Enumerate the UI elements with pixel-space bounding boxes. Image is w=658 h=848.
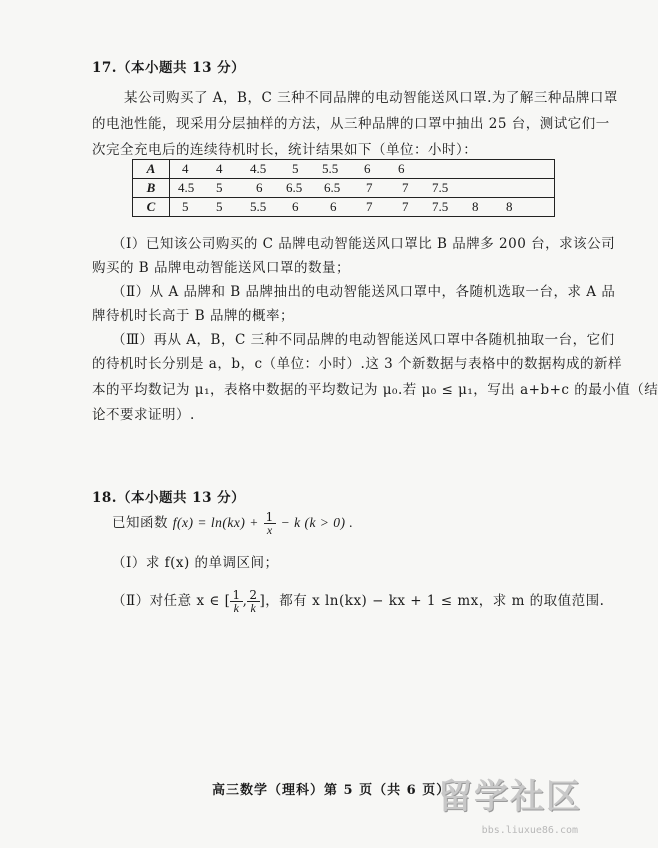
fraction-numerator: 2 [249,588,258,602]
fraction-denominator: x [266,523,273,537]
fraction-numerator: 1 [265,510,274,524]
table-cell: 6 [256,180,263,195]
table-cell: 7.5 [432,199,449,214]
row-values [170,179,555,198]
table-cell: 5.5 [322,161,339,176]
table-cell: 5 [292,161,299,176]
q17-part2-line-2: 牌待机时长高于 B 品牌的概率； [92,308,295,324]
q17-part3-line-2: 的待机时长分别是 a，b，c（单位：小时）.这 3 个新数据与表格中的数据构成的新样 [92,356,623,372]
q18-function-definition [112,511,353,536]
table-cell: 8 [506,199,513,214]
table-cell: 8 [472,199,479,214]
q17-part1-line-1: （Ⅰ）已知该公司购买的 C 品牌电动智能送风口罩比 B 品牌多 200 台，求该公司 [112,236,616,252]
row-label: C [133,198,170,217]
function-rhs: − k (k > 0) . [280,515,354,530]
table-cell: 5 [216,199,223,214]
table-cell: 5.5 [250,199,267,214]
q17-part1-line-2: 购买的 B 品牌电动智能送风口罩的数量； [92,260,351,276]
q18-given-prefix: 已知函数 [112,515,168,531]
q18-part2-prefix: （Ⅱ）对任意 x ∈ [ [112,593,231,609]
table-row-b [133,179,555,198]
interval-lower-fraction [230,589,242,614]
table-cell: 4 [182,161,189,176]
row-label: B [133,179,170,198]
battery-data-table [132,159,555,217]
table-cell: 5 [182,199,189,214]
table-cell: 7.5 [432,180,449,195]
q18-part1: （Ⅰ）求 f(x) 的单调区间； [112,555,279,571]
q17-part2-line-1: （Ⅱ）从 A 品牌和 B 品牌抽出的电动智能送风口罩中，各随机选取一台，求 A 品 [112,284,616,300]
table-cell: 7 [402,199,409,214]
q17-part3-line-1: （Ⅲ）再从 A，B，C 三种不同品牌的电动智能送风口罩中各随机抽取一台，它们 [112,332,615,348]
fraction-denominator: k [233,601,240,615]
q17-line-1: 某公司购买了 A，B，C 三种不同品牌的电动智能送风口罩.为了解三种品牌口罩 [124,90,618,106]
table-cell: 6.5 [324,180,341,195]
table-cell: 7 [366,180,373,195]
q17-part3-line-3: 本的平均数记为 μ₁，表格中数据的平均数记为 μ₀.若 μ₀ ≤ μ₁，写出 a+b+c 的最小值（结 [92,382,658,398]
interval-upper-fraction [247,589,259,614]
table-cell: 6 [364,161,371,176]
table-cell: 6.5 [286,180,303,195]
table-row-a [133,160,555,179]
fraction-numerator: 1 [232,588,241,602]
row-label: A [133,160,170,179]
interval-comma: , [242,593,248,609]
function-lhs: f(x) = ln(kx) + [172,515,259,530]
table-row-c [133,198,555,217]
q18-part2 [112,589,604,614]
table-cell: 4.5 [250,161,267,176]
table-cell: 5 [216,180,223,195]
table-cell: 7 [402,180,409,195]
q18-part2-suffix: ]，都有 x ln(kx) − kx + 1 ≤ mx，求 m 的取值范围. [259,593,605,609]
q17-line-2: 的电池性能，现采用分层抽样的方法，从三种品牌的口罩中抽出 25 台，测试它们一 [92,116,610,132]
q17-line-3: 次完全充电后的连续待机时长，统计结果如下（单位：小时）： [92,142,478,158]
table-cell: 6 [292,199,299,214]
table-cell: 4.5 [178,180,195,195]
table-cell: 6 [398,161,405,176]
site-watermark-url: bbs.liuxue86.com [481,825,578,836]
q17-header: 17.（本小题共 13 分） [92,60,246,76]
fraction-denominator: k [250,601,257,615]
table-cell: 4 [216,161,223,176]
row-values [170,160,555,179]
table-cell: 6 [330,199,337,214]
table-cell: 7 [366,199,373,214]
q17-part3-line-4: 论不要求证明）. [92,407,195,423]
page-footer: 高三数学（理科）第 5 页（共 6 页） [212,783,451,798]
q18-header: 18.（本小题共 13 分） [92,490,246,506]
fraction-one-over-x [264,511,276,536]
row-values [170,198,555,217]
site-watermark-logo: 留学社区 [438,777,582,817]
